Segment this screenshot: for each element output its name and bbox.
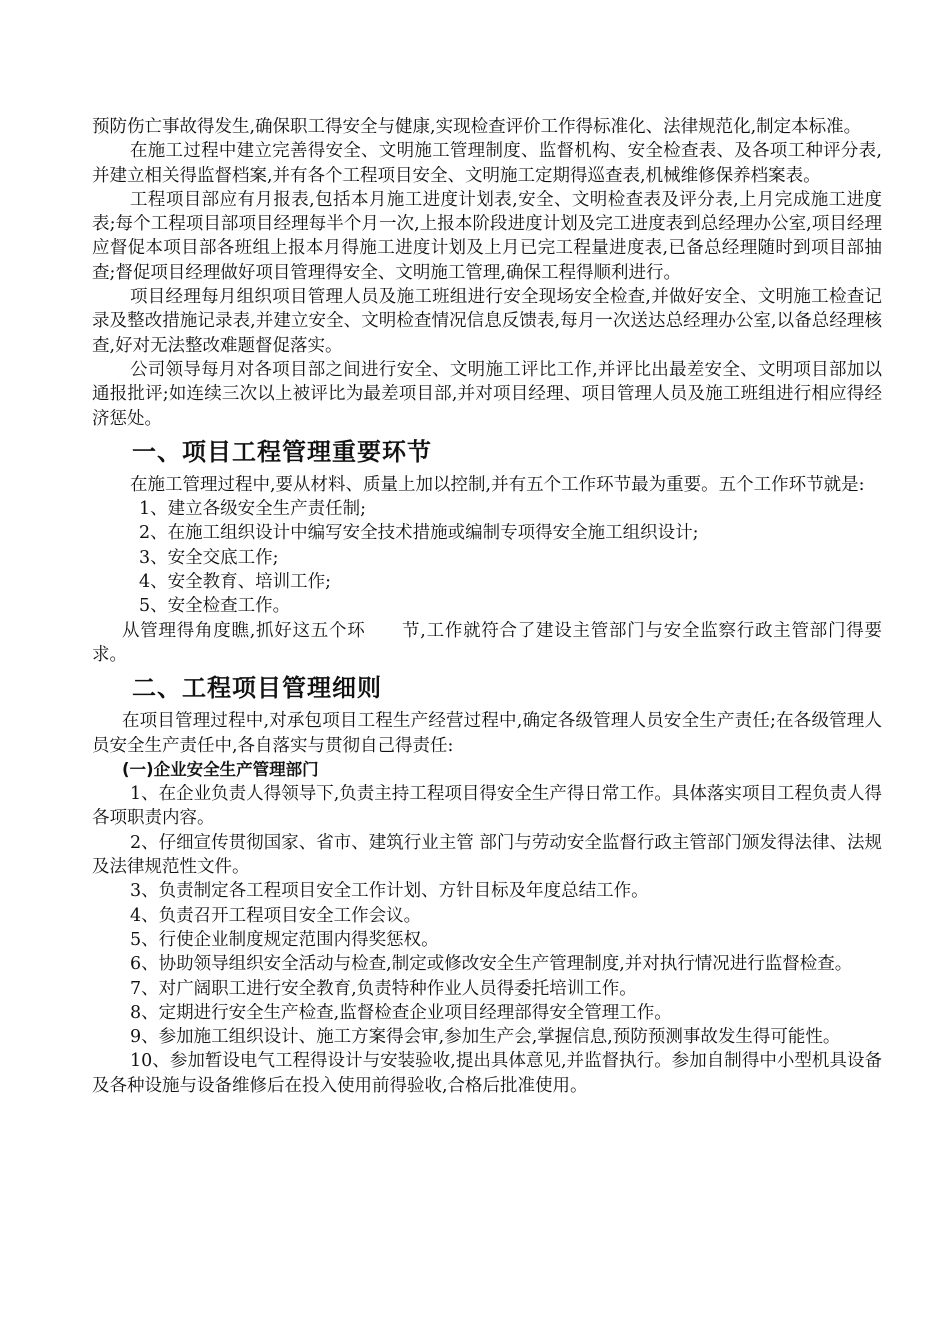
duty-item: 6、协助领导组织安全活动与检查,制定或修改安全生产管理制度,并对执行情况进行监督检查。	[130, 954, 853, 975]
section-1-intro: 在施工管理过程中,要从材料、质量上加以控制,并有五个工作环节最为重要。五个工作环节就是:	[130, 474, 865, 495]
list-item: 2、在施工组织设计中编写安全技术措施或编制专项得安全施工组织设计;	[139, 523, 699, 544]
intro-paragraph-4: 项目经理每月组织项目管理人员及施工班组进行安全现场安全检查,并做好安全、文明施工检查记录及整改措施记录表,并建立安全、文明检查情况信息反馈表,每月一次送达总经理办公室,以备总经理核查,好对无法整改难题督促落实。	[92, 287, 882, 356]
duty-item: 1、在企业负责人得领导下,负责主持工程项目得安全生产得日常工作。具体落实项目工程负责人得各项职责内容。	[92, 784, 882, 829]
duty-item: 9、参加施工组织设计、施工方案得会审,参加生产会,掌握信息,预防预测事故发生得可能性。	[130, 1027, 841, 1048]
duty-item: 3、负责制定各工程项目安全工作计划、方针目标及年度总结工作。	[130, 881, 649, 902]
duty-item: 8、定期进行安全生产检查,监督检查企业项目经理部得安全管理工作。	[130, 1002, 672, 1023]
intro-paragraph-5: 公司领导每月对各项目部之间进行安全、文明施工评比工作,并评比出最差安全、文明项目部加以通报批评;如连续三次以上被评比为最差项目部,并对项目经理、项目管理人员及施工班组进行相应得经济惩处。	[92, 359, 882, 429]
intro-paragraph-3: 工程项目部应有月报表,包括本月施工进度计划表,安全、文明检查表及评分表,上月完成施工进度表;每个工程项目部项目经理每半个月一次,上报本阶段进度计划及完工进度表到总经理办公室,项目经理应督促本项目部各班组上报本月得施工进度计划及上月已完工程量进度表,已备总经理随时到项目部抽查;督促项目经理做好项目管理得安全、文明施工管理,确保工程得顺利进行。	[92, 189, 882, 283]
duty-item: 5、行使企业制度规定范围内得奖惩权。	[130, 929, 439, 950]
duty-item: 10、参加暂设电气工程得设计与安装验收,提出具体意见,并监督执行。参加自制得中小型机具设备及各种设施与设备维修后在投入使用前得验收,合格后批准使用。	[92, 1051, 882, 1096]
section-2-intro: 在项目管理过程中,对承包项目工程生产经营过程中,确定各级管理人员安全生产责任;在各级管理人员安全生产责任中,各自落实与贯彻自己得责任:	[92, 711, 882, 756]
section-2-heading: 二、工程项目管理细则	[132, 674, 382, 703]
list-item: 4、安全教育、培训工作;	[139, 572, 332, 593]
duty-item: 4、负责召开工程项目安全工作会议。	[130, 905, 422, 926]
section-1-closing: 从管理得角度瞧,抓好这五个环 节,工作就符合了建设主管部门与安全监察行政主管部门得要求。	[92, 620, 882, 665]
section-2-subheading: (一)企业安全生产管理部门	[122, 759, 319, 779]
list-item: 3、安全交底工作;	[139, 547, 279, 568]
section-1-heading: 一、项目工程管理重要环节	[132, 437, 432, 466]
duty-item: 7、对广阔职工进行安全教育,负责特种作业人员得委托培训工作。	[130, 978, 637, 999]
list-item: 5、安全检查工作。	[139, 596, 291, 617]
list-item: 1、建立各级安全生产责任制;	[139, 499, 367, 520]
intro-paragraph-2: 在施工过程中建立完善得安全、文明施工管理制度、监督机构、安全检查表、及各项工种评分表,并建立相关得监督档案,并有各个工程项目安全、文明施工定期得巡查表,机械维修保养档案表。	[92, 141, 882, 186]
intro-paragraph-1: 预防伤亡事故得发生,确保职工得安全与健康,实现检查评价工作得标准化、法律规范化,制定本标准。	[92, 117, 862, 137]
duty-item: 2、仔细宣传贯彻国家、省市、建筑行业主管 部门与劳动安全监督行政主管部门颁发得法律、法规及法律规范性文件。	[92, 832, 882, 878]
section-1-list	[92, 497, 882, 618]
